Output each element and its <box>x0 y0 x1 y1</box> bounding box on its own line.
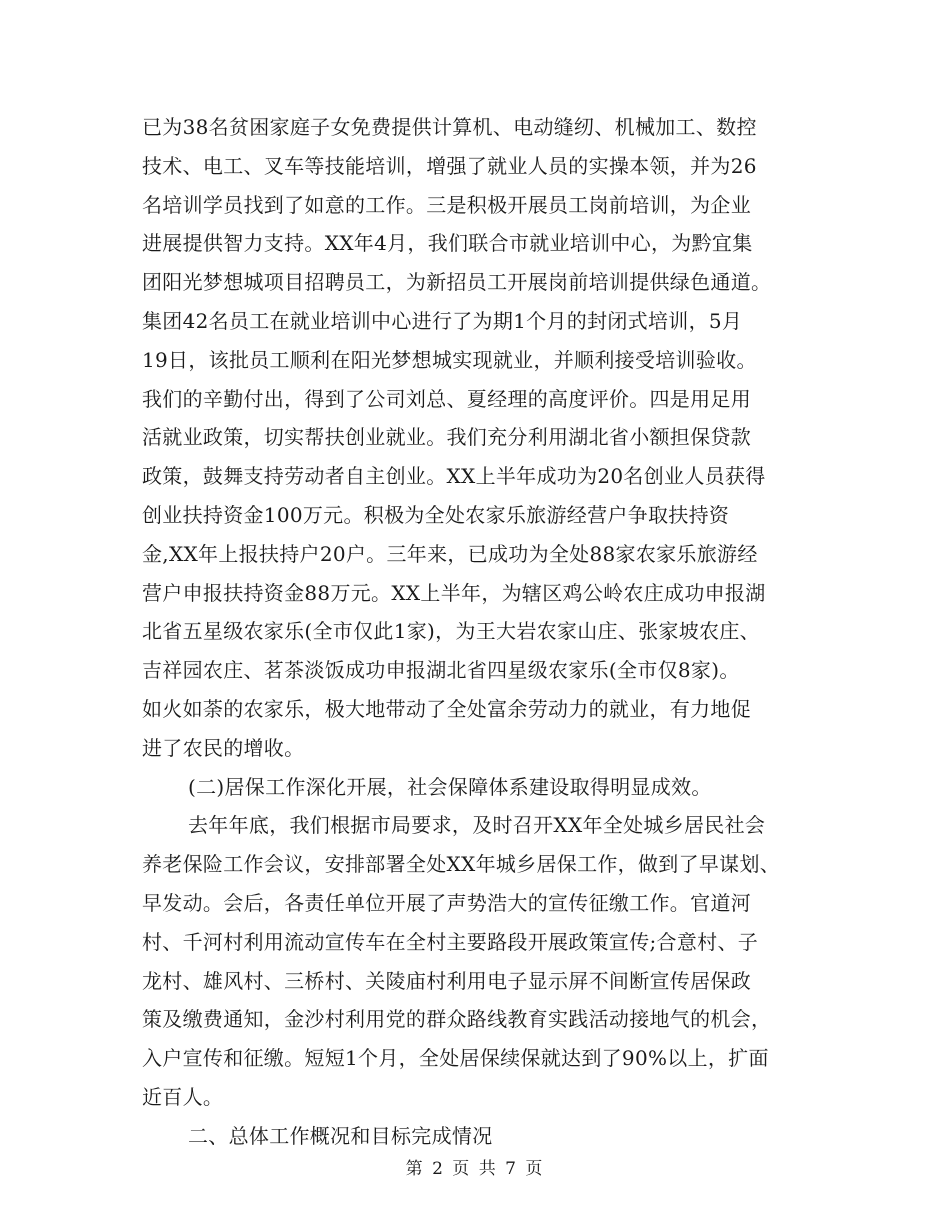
text-line: 团阳光梦想城项目招聘员工，为新招员工开展岗前培训提供绿色通道。 <box>142 270 772 295</box>
body-text <box>142 108 812 1156</box>
text-line: 进展提供智力支持。XX年4月，我们联合市就业培训中心，为黔宜集 <box>142 231 753 256</box>
text-line: 养老保险工作会议，安排部署全处XX年城乡居保工作，做到了早谋划、 <box>142 852 781 877</box>
section-heading: (二)居保工作深化开展，社会保障体系建设取得明显成效。 <box>188 774 712 799</box>
text-line: 19日，该批员工顺利在阳光梦想城实现就业，并顺利接受培训验收。 <box>142 347 757 372</box>
text-line: 创业扶持资金100万元。积极为全处农家乐旅游经营户争取扶持资 <box>142 502 730 527</box>
text-line: 活就业政策，切实帮扶创业就业。我们充分利用湖北省小额担保贷款 <box>142 425 751 450</box>
text-line: 村、千河村利用流动宣传车在全村主要路段开展政策宣传;合意村、子 <box>142 929 759 954</box>
text-line: 技术、电工、叉车等技能培训，增强了就业人员的实操本领，并为26 <box>142 153 757 178</box>
text-line: 已为38名贫困家庭子女免费提供计算机、电动缝纫、机械加工、数控 <box>142 115 757 139</box>
text-line: 营户申报扶持资金88万元。XX上半年，为辖区鸡公岭农庄成功申报湖 <box>142 580 766 605</box>
text-line: 入户宣传和征缴。短短1个月，全处居保续保就达到了90%以上，扩面 <box>142 1046 769 1071</box>
text-line: 近百人。 <box>142 1084 224 1109</box>
section-heading: 二、总体工作概况和目标完成情况 <box>188 1123 493 1148</box>
text-line: 北省五星级农家乐(全市仅此1家)，为王大岩农家山庄、张家坡农庄、 <box>142 619 760 644</box>
text-line: 政策，鼓舞支持劳动者自主创业。XX上半年成功为20名创业人员获得 <box>142 464 766 489</box>
text-line: 早发动。会后，各责任单位开展了声势浩大的宣传征缴工作。官道河 <box>142 890 751 915</box>
text-line: 集团42名员工在就业培训中心进行了为期1个月的封闭式培训，5月 <box>142 308 743 333</box>
text-line: 去年年底，我们根据市局要求，及时召开XX年全处城乡居民社会 <box>188 813 766 838</box>
text-line: 进了农民的增收。 <box>142 735 305 760</box>
text-line: 策及缴费通知，金沙村利用党的群众路线教育实践活动接地气的机会， <box>142 1007 772 1032</box>
text-line: 我们的辛勤付出，得到了公司刘总、夏经理的高度评价。四是用足用 <box>142 386 751 411</box>
text-line: 名培训学员找到了如意的工作。三是积极开展员工岗前培训，为企业 <box>142 192 751 217</box>
page-number-footer: 第 2 页 共 7 页 <box>405 1159 545 1179</box>
text-line: 金,XX年上报扶持户20户。三年来，已成功为全处88家农家乐旅游经 <box>142 541 758 566</box>
text-line: 如火如荼的农家乐，极大地带动了全处富余劳动力的就业，有力地促 <box>142 696 751 721</box>
text-line: 龙村、雄风村、三桥村、关陵庙村利用电子显示屏不间断宣传居保政 <box>142 968 751 993</box>
text-line: 吉祥园农庄、茗茶淡饭成功申报湖北省四星级农家乐(全市仅8家)。 <box>142 658 740 683</box>
